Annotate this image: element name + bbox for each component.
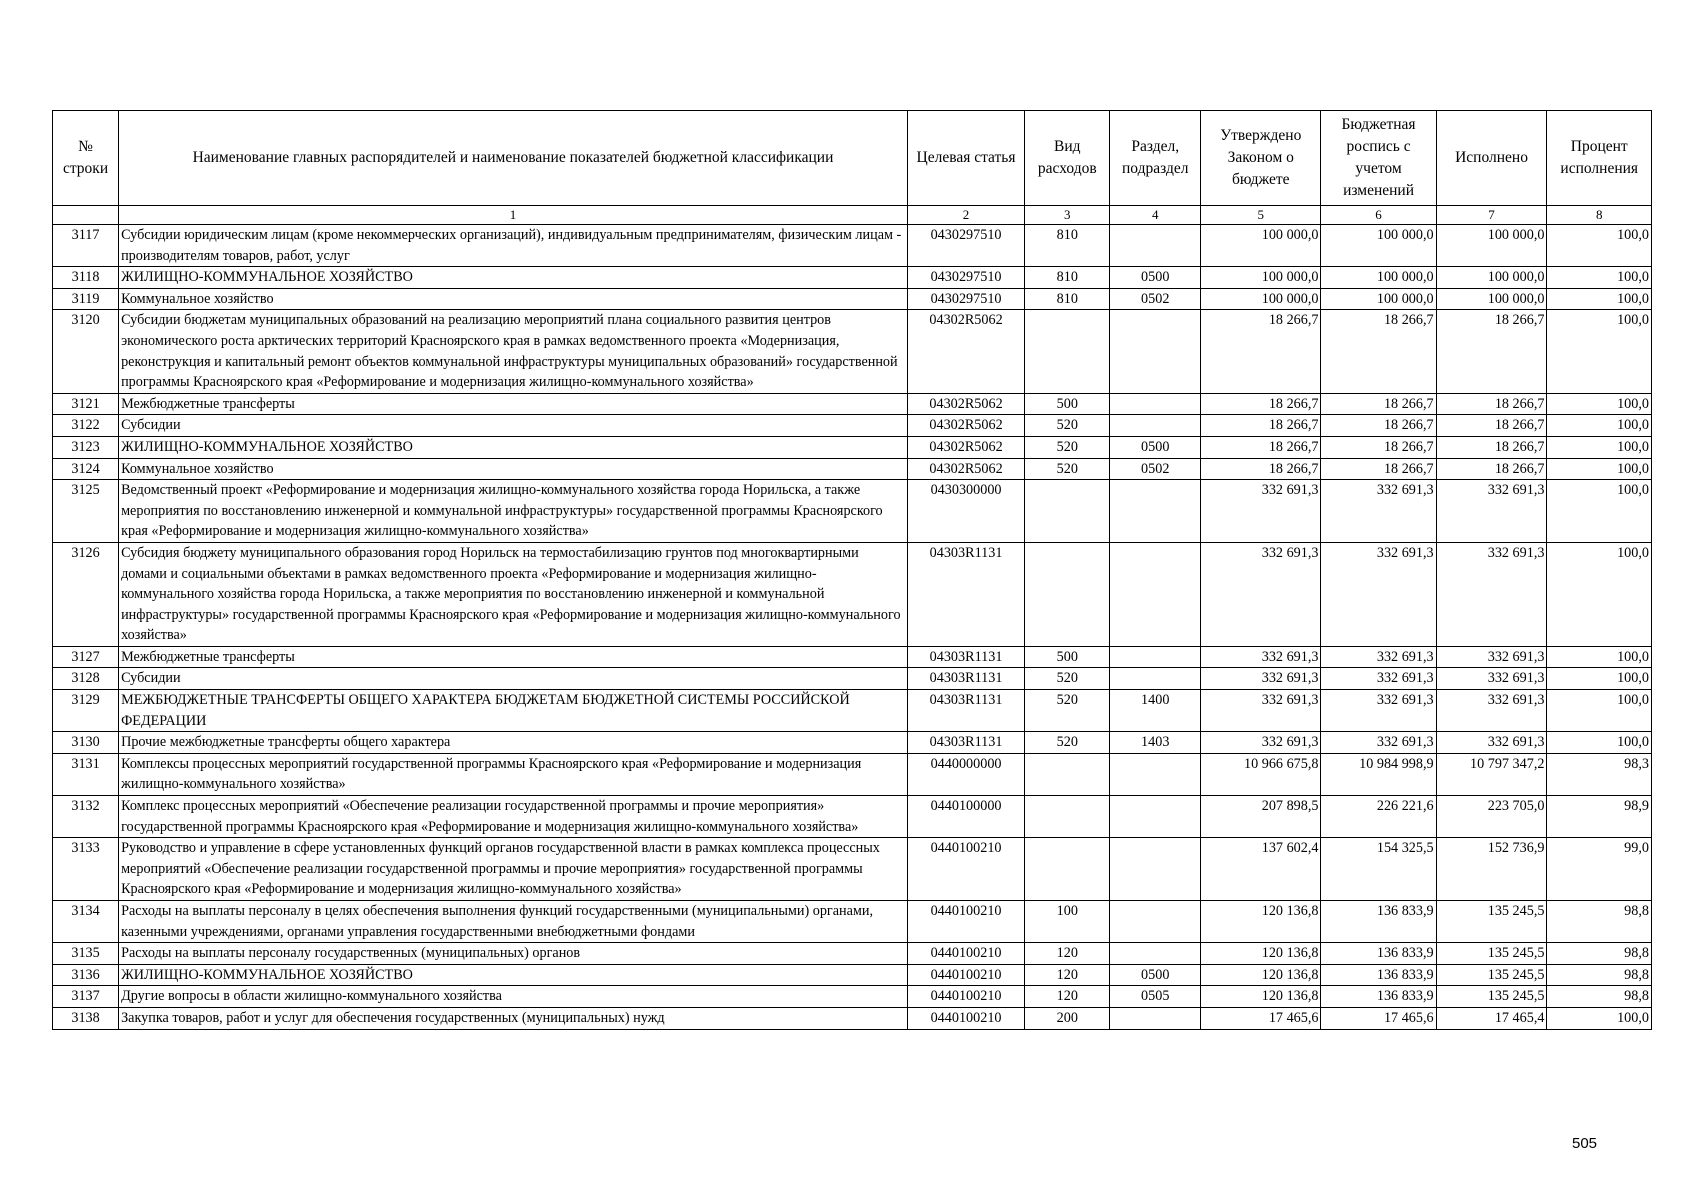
column-number-row xyxy=(53,206,1652,225)
row-percent: 100,0 xyxy=(1547,393,1652,415)
row-number: 3125 xyxy=(53,480,119,543)
row-number: 3132 xyxy=(53,796,119,838)
row-expense-type: 120 xyxy=(1025,964,1110,986)
row-expense-type: 810 xyxy=(1025,225,1110,267)
column-number-empty xyxy=(53,206,119,225)
row-number: 3138 xyxy=(53,1007,119,1029)
row-executed: 135 245,5 xyxy=(1436,964,1547,986)
row-name: Межбюджетные трансферты xyxy=(119,646,908,668)
row-name: Другие вопросы в области жилищно-коммунального хозяйства xyxy=(119,986,908,1008)
row-number: 3122 xyxy=(53,415,119,437)
row-name: Коммунальное хозяйство xyxy=(119,288,908,310)
row-approved: 18 266,7 xyxy=(1201,436,1321,458)
row-budget-roster: 136 833,9 xyxy=(1321,943,1436,965)
row-name: Ведомственный проект «Реформирование и модернизация жилищно-коммунального хозяйства города Норильска, а также мероприятия по восстановлению инженерной и коммунальной инфраструктуры» государственной программы Красноярского края «Реформирование и модернизация жилищно-коммунального хозяйства» xyxy=(119,480,908,543)
column-number: 8 xyxy=(1547,206,1652,225)
table-row xyxy=(53,415,1652,437)
row-budget-roster: 100 000,0 xyxy=(1321,225,1436,267)
row-name: Субсидии бюджетам муниципальных образований на реализацию мероприятий плана социального развития центров экономического роста арктических территорий Красноярского края в рамках ведомственного проекта «Модернизация, реконструкция и капитальный ремонт объектов коммунальной инфраструктуры муниципальных образований» государственной программы Красноярского края «Реформирование и модернизация жилищно-коммунального хозяйства» xyxy=(119,310,908,393)
row-approved: 10 966 675,8 xyxy=(1201,753,1321,795)
row-executed: 135 245,5 xyxy=(1436,986,1547,1008)
row-percent: 98,8 xyxy=(1547,964,1652,986)
table-row xyxy=(53,901,1652,943)
row-executed: 100 000,0 xyxy=(1436,267,1547,289)
row-name: Субсидии xyxy=(119,668,908,690)
row-approved: 332 691,3 xyxy=(1201,690,1321,732)
row-target-article: 04303R1131 xyxy=(907,542,1024,646)
row-expense-type: 120 xyxy=(1025,943,1110,965)
row-section: 0502 xyxy=(1110,458,1201,480)
row-target-article: 0440100210 xyxy=(907,1007,1024,1029)
row-budget-roster: 332 691,3 xyxy=(1321,646,1436,668)
row-budget-roster: 100 000,0 xyxy=(1321,288,1436,310)
row-target-article: 04303R1131 xyxy=(907,732,1024,754)
row-expense-type: 520 xyxy=(1025,458,1110,480)
header-percent: Процент исполнения xyxy=(1547,111,1652,206)
row-percent: 98,3 xyxy=(1547,753,1652,795)
row-expense-type: 520 xyxy=(1025,436,1110,458)
table-row xyxy=(53,288,1652,310)
column-number: 3 xyxy=(1025,206,1110,225)
row-executed: 18 266,7 xyxy=(1436,310,1547,393)
header-row xyxy=(53,111,1652,206)
row-approved: 100 000,0 xyxy=(1201,288,1321,310)
row-expense-type xyxy=(1025,753,1110,795)
row-target-article: 04302R5062 xyxy=(907,458,1024,480)
row-percent: 100,0 xyxy=(1547,458,1652,480)
row-number: 3133 xyxy=(53,838,119,901)
row-budget-roster: 136 833,9 xyxy=(1321,901,1436,943)
row-executed: 100 000,0 xyxy=(1436,288,1547,310)
row-number: 3127 xyxy=(53,646,119,668)
row-approved: 100 000,0 xyxy=(1201,267,1321,289)
row-expense-type xyxy=(1025,838,1110,901)
row-target-article: 04302R5062 xyxy=(907,436,1024,458)
row-number: 3118 xyxy=(53,267,119,289)
row-budget-roster: 332 691,3 xyxy=(1321,480,1436,543)
row-budget-roster: 332 691,3 xyxy=(1321,732,1436,754)
row-expense-type xyxy=(1025,796,1110,838)
row-expense-type xyxy=(1025,542,1110,646)
row-target-article: 0440100210 xyxy=(907,901,1024,943)
row-percent: 98,8 xyxy=(1547,986,1652,1008)
row-approved: 18 266,7 xyxy=(1201,393,1321,415)
table-row xyxy=(53,964,1652,986)
row-approved: 332 691,3 xyxy=(1201,668,1321,690)
row-budget-roster: 136 833,9 xyxy=(1321,964,1436,986)
table-row xyxy=(53,646,1652,668)
row-number: 3121 xyxy=(53,393,119,415)
row-percent: 100,0 xyxy=(1547,732,1652,754)
row-section xyxy=(1110,542,1201,646)
row-section xyxy=(1110,225,1201,267)
row-number: 3134 xyxy=(53,901,119,943)
row-number: 3126 xyxy=(53,542,119,646)
table-row xyxy=(53,436,1652,458)
row-executed: 135 245,5 xyxy=(1436,943,1547,965)
table-body xyxy=(53,225,1652,1030)
row-target-article: 0430297510 xyxy=(907,225,1024,267)
row-name: Закупка товаров, работ и услуг для обеспечения государственных (муниципальных) нужд xyxy=(119,1007,908,1029)
row-expense-type: 520 xyxy=(1025,668,1110,690)
table-row xyxy=(53,458,1652,480)
row-budget-roster: 136 833,9 xyxy=(1321,986,1436,1008)
row-executed: 18 266,7 xyxy=(1436,436,1547,458)
header-budget-roster: Бюджетная роспись с учетом изменений xyxy=(1321,111,1436,206)
row-number: 3117 xyxy=(53,225,119,267)
row-expense-type: 120 xyxy=(1025,986,1110,1008)
table-row xyxy=(53,1007,1652,1029)
column-number: 1 xyxy=(119,206,908,225)
row-name: ЖИЛИЩНО-КОММУНАЛЬНОЕ ХОЗЯЙСТВО xyxy=(119,267,908,289)
row-expense-type: 520 xyxy=(1025,690,1110,732)
header-name: Наименование главных распорядителей и наименование показателей бюджетной классификации xyxy=(119,111,908,206)
column-number: 2 xyxy=(907,206,1024,225)
row-executed: 332 691,3 xyxy=(1436,542,1547,646)
page-number: 505 xyxy=(1572,1135,1598,1152)
row-target-article: 0440100000 xyxy=(907,796,1024,838)
column-number: 7 xyxy=(1436,206,1547,225)
row-executed: 18 266,7 xyxy=(1436,458,1547,480)
row-executed: 152 736,9 xyxy=(1436,838,1547,901)
row-section xyxy=(1110,1007,1201,1029)
row-approved: 120 136,8 xyxy=(1201,943,1321,965)
table-row xyxy=(53,267,1652,289)
row-budget-roster: 10 984 998,9 xyxy=(1321,753,1436,795)
row-budget-roster: 332 691,3 xyxy=(1321,690,1436,732)
row-percent: 98,8 xyxy=(1547,901,1652,943)
row-target-article: 04303R1131 xyxy=(907,646,1024,668)
row-percent: 100,0 xyxy=(1547,288,1652,310)
row-number: 3119 xyxy=(53,288,119,310)
table-row xyxy=(53,732,1652,754)
row-budget-roster: 226 221,6 xyxy=(1321,796,1436,838)
row-percent: 100,0 xyxy=(1547,1007,1652,1029)
row-name: ЖИЛИЩНО-КОММУНАЛЬНОЕ ХОЗЯЙСТВО xyxy=(119,964,908,986)
column-number: 4 xyxy=(1110,206,1201,225)
row-executed: 223 705,0 xyxy=(1436,796,1547,838)
row-target-article: 04303R1131 xyxy=(907,668,1024,690)
row-executed: 100 000,0 xyxy=(1436,225,1547,267)
row-budget-roster: 18 266,7 xyxy=(1321,393,1436,415)
row-section: 0500 xyxy=(1110,267,1201,289)
row-budget-roster: 18 266,7 xyxy=(1321,436,1436,458)
header-expense-type: Вид расходов xyxy=(1025,111,1110,206)
row-approved: 18 266,7 xyxy=(1201,458,1321,480)
row-budget-roster: 100 000,0 xyxy=(1321,267,1436,289)
row-name: Межбюджетные трансферты xyxy=(119,393,908,415)
row-expense-type: 500 xyxy=(1025,393,1110,415)
row-target-article: 0440100210 xyxy=(907,964,1024,986)
table-row xyxy=(53,393,1652,415)
row-executed: 17 465,4 xyxy=(1436,1007,1547,1029)
row-approved: 332 691,3 xyxy=(1201,732,1321,754)
row-approved: 18 266,7 xyxy=(1201,415,1321,437)
row-budget-roster: 17 465,6 xyxy=(1321,1007,1436,1029)
row-section: 1403 xyxy=(1110,732,1201,754)
budget-table xyxy=(52,110,1652,1030)
row-target-article: 0440100210 xyxy=(907,986,1024,1008)
row-expense-type xyxy=(1025,480,1110,543)
row-approved: 332 691,3 xyxy=(1201,542,1321,646)
table-row xyxy=(53,310,1652,393)
row-section: 0505 xyxy=(1110,986,1201,1008)
row-section xyxy=(1110,796,1201,838)
row-percent: 100,0 xyxy=(1547,690,1652,732)
row-percent: 100,0 xyxy=(1547,480,1652,543)
row-target-article: 0440100210 xyxy=(907,838,1024,901)
row-approved: 18 266,7 xyxy=(1201,310,1321,393)
row-executed: 332 691,3 xyxy=(1436,668,1547,690)
row-percent: 100,0 xyxy=(1547,310,1652,393)
row-name: Субсидии xyxy=(119,415,908,437)
row-number: 3131 xyxy=(53,753,119,795)
column-number: 6 xyxy=(1321,206,1436,225)
row-approved: 207 898,5 xyxy=(1201,796,1321,838)
row-budget-roster: 154 325,5 xyxy=(1321,838,1436,901)
row-approved: 100 000,0 xyxy=(1201,225,1321,267)
row-number: 3129 xyxy=(53,690,119,732)
row-target-article: 04302R5062 xyxy=(907,415,1024,437)
row-percent: 100,0 xyxy=(1547,646,1652,668)
row-name: Расходы на выплаты персоналу в целях обеспечения выполнения функций государственными (муниципальными) органами, казенными учреждениями, органами управления государственными внебюджетными фондами xyxy=(119,901,908,943)
row-number: 3130 xyxy=(53,732,119,754)
table-row xyxy=(53,480,1652,543)
table-row xyxy=(53,796,1652,838)
table-row xyxy=(53,943,1652,965)
row-approved: 120 136,8 xyxy=(1201,964,1321,986)
row-section: 0500 xyxy=(1110,964,1201,986)
row-section xyxy=(1110,415,1201,437)
row-percent: 100,0 xyxy=(1547,267,1652,289)
row-percent: 98,9 xyxy=(1547,796,1652,838)
table-row xyxy=(53,225,1652,267)
table-row xyxy=(53,690,1652,732)
row-percent: 100,0 xyxy=(1547,415,1652,437)
row-name: Коммунальное хозяйство xyxy=(119,458,908,480)
row-section xyxy=(1110,901,1201,943)
row-approved: 120 136,8 xyxy=(1201,901,1321,943)
row-approved: 332 691,3 xyxy=(1201,646,1321,668)
row-section: 1400 xyxy=(1110,690,1201,732)
row-target-article: 0430297510 xyxy=(907,267,1024,289)
row-name: Комплекс процессных мероприятий «Обеспечение реализации государственной программы и прочие мероприятия» государственной программы Красноярского края «Реформирование и модернизация жилищно-коммунального хозяйства» xyxy=(119,796,908,838)
row-target-article: 0430300000 xyxy=(907,480,1024,543)
row-expense-type: 500 xyxy=(1025,646,1110,668)
row-name: ЖИЛИЩНО-КОММУНАЛЬНОЕ ХОЗЯЙСТВО xyxy=(119,436,908,458)
row-section xyxy=(1110,646,1201,668)
row-percent: 100,0 xyxy=(1547,542,1652,646)
row-percent: 100,0 xyxy=(1547,225,1652,267)
row-number: 3128 xyxy=(53,668,119,690)
column-number: 5 xyxy=(1201,206,1321,225)
row-name: Субсидия бюджету муниципального образования город Норильск на термостабилизацию грунтов под многоквартирными домами и социальными объектами в рамках ведомственного проекта «Реформирование и модернизация жилищно-коммунального хозяйства города Норильска, а также мероприятия по восстановлению инженерной и коммунальной инфраструктуры» государственной программы Красноярского края «Реформирование и модернизация жилищно-коммунального хозяйства» xyxy=(119,542,908,646)
row-section xyxy=(1110,310,1201,393)
row-executed: 18 266,7 xyxy=(1436,393,1547,415)
row-approved: 120 136,8 xyxy=(1201,986,1321,1008)
header-executed: Исполнено xyxy=(1436,111,1547,206)
row-executed: 332 691,3 xyxy=(1436,690,1547,732)
row-section xyxy=(1110,668,1201,690)
row-number: 3123 xyxy=(53,436,119,458)
row-budget-roster: 18 266,7 xyxy=(1321,310,1436,393)
row-expense-type: 100 xyxy=(1025,901,1110,943)
row-name: Расходы на выплаты персоналу государственных (муниципальных) органов xyxy=(119,943,908,965)
row-budget-roster: 18 266,7 xyxy=(1321,415,1436,437)
row-number: 3120 xyxy=(53,310,119,393)
row-budget-roster: 332 691,3 xyxy=(1321,668,1436,690)
row-expense-type: 520 xyxy=(1025,732,1110,754)
row-approved: 17 465,6 xyxy=(1201,1007,1321,1029)
row-percent: 98,8 xyxy=(1547,943,1652,965)
row-name: Комплексы процессных мероприятий государственной программы Красноярского края «Реформирование и модернизация жилищно-коммунального хозяйства» xyxy=(119,753,908,795)
row-section xyxy=(1110,480,1201,543)
row-section xyxy=(1110,393,1201,415)
row-approved: 137 602,4 xyxy=(1201,838,1321,901)
header-row-number: № строки xyxy=(53,111,119,206)
row-executed: 10 797 347,2 xyxy=(1436,753,1547,795)
row-approved: 332 691,3 xyxy=(1201,480,1321,543)
row-budget-roster: 332 691,3 xyxy=(1321,542,1436,646)
header-target-article: Целевая статья xyxy=(907,111,1024,206)
row-expense-type: 520 xyxy=(1025,415,1110,437)
row-name: Субсидии юридическим лицам (кроме некоммерческих организаций), индивидуальным предпринимателям, физическим лицам - производителям товаров, работ, услуг xyxy=(119,225,908,267)
row-section: 0500 xyxy=(1110,436,1201,458)
row-expense-type: 200 xyxy=(1025,1007,1110,1029)
row-expense-type: 810 xyxy=(1025,288,1110,310)
row-section: 0502 xyxy=(1110,288,1201,310)
row-expense-type xyxy=(1025,310,1110,393)
row-budget-roster: 18 266,7 xyxy=(1321,458,1436,480)
row-target-article: 04302R5062 xyxy=(907,393,1024,415)
header-section: Раздел, подраздел xyxy=(1110,111,1201,206)
row-target-article: 04302R5062 xyxy=(907,310,1024,393)
row-section xyxy=(1110,838,1201,901)
row-expense-type: 810 xyxy=(1025,267,1110,289)
header-approved: Утверждено Законом о бюджете xyxy=(1201,111,1321,206)
table-row xyxy=(53,668,1652,690)
row-number: 3135 xyxy=(53,943,119,965)
row-name: МЕЖБЮДЖЕТНЫЕ ТРАНСФЕРТЫ ОБЩЕГО ХАРАКТЕРА БЮДЖЕТАМ БЮДЖЕТНОЙ СИСТЕМЫ РОССИЙСКОЙ ФЕДЕРАЦИИ xyxy=(119,690,908,732)
row-executed: 332 691,3 xyxy=(1436,732,1547,754)
row-number: 3136 xyxy=(53,964,119,986)
row-target-article: 0430297510 xyxy=(907,288,1024,310)
row-number: 3137 xyxy=(53,986,119,1008)
table-row xyxy=(53,542,1652,646)
row-percent: 99,0 xyxy=(1547,838,1652,901)
row-executed: 135 245,5 xyxy=(1436,901,1547,943)
row-executed: 332 691,3 xyxy=(1436,646,1547,668)
row-section xyxy=(1110,753,1201,795)
row-target-article: 0440000000 xyxy=(907,753,1024,795)
row-percent: 100,0 xyxy=(1547,668,1652,690)
budget-report-page xyxy=(52,110,1652,1030)
table-row xyxy=(53,986,1652,1008)
table-row xyxy=(53,753,1652,795)
row-executed: 18 266,7 xyxy=(1436,415,1547,437)
row-percent: 100,0 xyxy=(1547,436,1652,458)
row-name: Руководство и управление в сфере установленных функций органов государственной власти в рамках комплекса процессных мероприятий «Обеспечение реализации государственной программы и прочие мероприятия» государственной программы Красноярского края «Реформирование и модернизация жилищно-коммунального хозяйства» xyxy=(119,838,908,901)
table-row xyxy=(53,838,1652,901)
row-section xyxy=(1110,943,1201,965)
row-name: Прочие межбюджетные трансферты общего характера xyxy=(119,732,908,754)
row-number: 3124 xyxy=(53,458,119,480)
row-target-article: 0440100210 xyxy=(907,943,1024,965)
row-executed: 332 691,3 xyxy=(1436,480,1547,543)
row-target-article: 04303R1131 xyxy=(907,690,1024,732)
